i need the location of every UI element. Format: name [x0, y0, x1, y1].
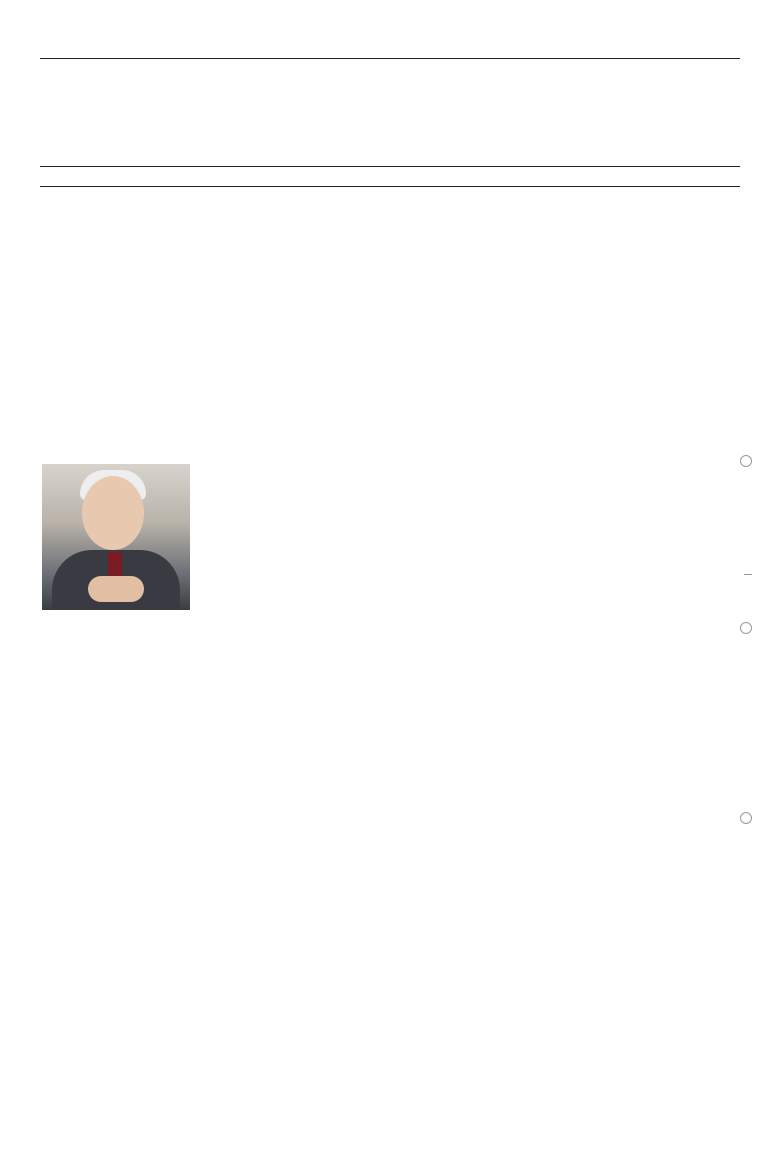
address-rule: [40, 186, 740, 187]
binding-hole-1: [740, 455, 752, 467]
binding-hole-2: [740, 622, 752, 634]
author-portrait: [42, 464, 190, 610]
bio-name: [42, 614, 50, 627]
top-rule: [40, 58, 740, 59]
fold-mark: [744, 574, 752, 575]
top-bar: [40, 38, 740, 56]
header-rule: [40, 166, 740, 167]
binding-hole-3: [740, 812, 752, 824]
interview-body: [200, 460, 750, 875]
